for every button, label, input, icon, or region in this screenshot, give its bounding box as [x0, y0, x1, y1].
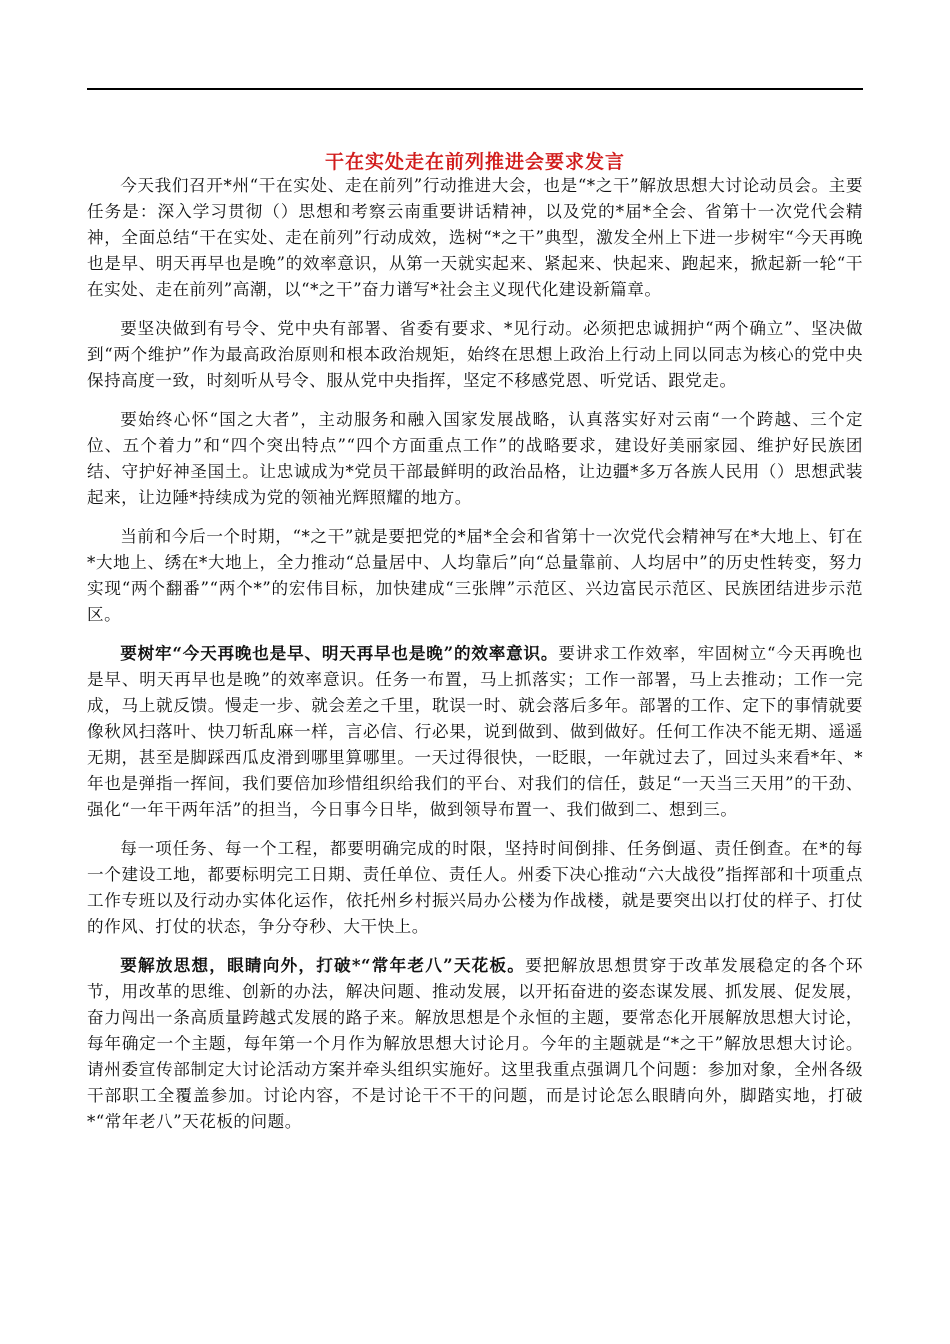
paragraph [87, 315, 863, 394]
paragraph [87, 523, 863, 628]
header-rule [87, 88, 863, 90]
paragraph-text: 要坚决做到有号令、党中央有部署、省委有要求、*见行动。必须把忠诚拥护“两个确立”、坚决做到“两个维护”作为最高政治原则和根本政治规矩，始终在思想上政治上行动上同以同志为核心的党中央保持高度一致，时刻听从号令、服从党中央指挥，坚定不移感党恩、听党话、跟党走。 [87, 319, 863, 390]
paragraph-text: 要始终心怀“国之大者”，主动服务和融入国家发展战略，认真落实好对云南“一个跨越、三个定位、五个着力”和“四个突出特点”“四个方面重点工作”的战略要求，建设好美丽家园、维护好民族团结、守护好神圣国土。让忠诚成为*党员干部最鲜明的政治品格，让边疆*多万各族人民用（）思想武装起来，让边陲*持续成为党的领袖光辉照耀的地方。 [87, 410, 863, 507]
paragraph [87, 952, 863, 1135]
paragraph-text: 每一项任务、每一个工程，都要明确完成的时限，坚持时间倒排、任务倒逼、责任倒查。在*的每一个建设工地，都要标明完工日期、责任单位、责任人。州委下决心推动“六大战役”指挥部和十项重点工作专班以及行动办实体化运作，依托州乡村振兴局办公楼为作战楼，就是要突出以打仗的样子、打仗的作风、打仗的状态，争分夺秒、大干快上。 [87, 839, 863, 936]
document-body [87, 172, 863, 1147]
paragraph [87, 835, 863, 940]
document-title: 干在实处走在前列推进会要求发言 [324, 151, 625, 173]
paragraph-lead: 要解放思想，眼睛向外，打破*“常年老八”天花板。 [120, 955, 526, 975]
paragraph-lead: 要树牢“今天再晚也是早、明天再早也是晚”的效率意识。 [120, 643, 559, 663]
paragraph [87, 172, 863, 303]
paragraph-text: 要把解放思想贯穿于改革发展稳定的各个环节，用改革的思维、创新的办法，解决问题、推动发展，以开拓奋进的姿态谋发展、抓发展、促发展，奋力闯出一条高质量跨越式发展的路子来。解放思想是个永恒的主题，要常态化开展解放思想大讨论，每年确定一个主题，每年第一个月作为解放思想大讨论月。今年的主题就是“*之干”解放思想大讨论。请州委宣传部制定大讨论活动方案并牵头组织实施好。这里我重点强调几个问题：参加对象，全州各级干部职工全覆盖参加。讨论内容，不是讨论干不干的问题，而是讨论怎么眼睛向外，脚踏实地，打破*“常年老八”天花板的问题。 [87, 956, 863, 1131]
paragraph [87, 640, 863, 823]
paragraph-text: 当前和今后一个时期，“*之干”就是要把党的*届*全会和省第十一次党代会精神写在*大地上、钉在*大地上、绣在*大地上，全力推动“总量居中、人均靠后”向“总量靠前、人均居中”的历史性转变，努力实现“两个翻番”“两个*”的宏伟目标，加快建成“三张牌”示范区、兴边富民示范区、民族团结进步示范区。 [87, 527, 863, 624]
paragraph-text: 要讲求工作效率，牢固树立“今天再晚也是早、明天再早也是晚”的效率意识。任务一布置，马上抓落实；工作一部署，马上去推动；工作一完成，马上就反馈。慢走一步、就会差之千里，耽误一时、就会落后多年。部署的工作、定下的事情就要像秋风扫落叶、快刀斩乱麻一样，言必信、行必果，说到做到、做到做好。任何工作决不能无期、遥遥无期，甚至是脚踩西瓜皮滑到哪里算哪里。一天过得很快，一眨眼，一年就过去了，回过头来看*年、*年也是弹指一挥间，我们要倍加珍惜组织给我们的平台、对我们的信任，鼓足“一天当三天用”的干劲、强化“一年干两年活”的担当，今日事今日毕，做到领导布置一、我们做到二、想到三。 [87, 644, 864, 819]
paragraph-text: 今天我们召开*州“干在实处、走在前列”行动推进大会，也是“*之干”解放思想大讨论动员会。主要任务是：深入学习贯彻（）思想和考察云南重要讲话精神，以及党的*届*全会、省第十一次党代会精神，全面总结“干在实处、走在前列”行动成效，选树“*之干”典型，激发全州上下进一步树牢“今天再晚也是早、明天再早也是晚”的效率意识，从第一天就实起来、紧起来、快起来、跑起来，掀起新一轮“干在实处、走在前列”高潮，以“*之干”奋力谱写*社会主义现代化建设新篇章。 [87, 176, 863, 299]
paragraph [87, 406, 863, 511]
